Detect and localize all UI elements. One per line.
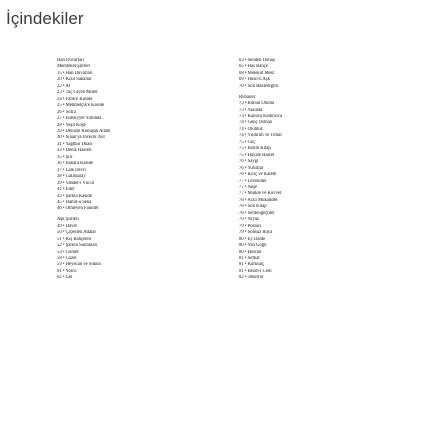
toc-column-left <box>57 58 207 282</box>
toc-entry: 58 • Gazel <box>57 255 77 261</box>
toc-entry: 81 • Korkunç <box>239 262 265 268</box>
toc-entry: 76 • Kılıç ve Kalem <box>239 172 277 178</box>
toc-entry: 65 • Has Bahçe <box>239 64 268 70</box>
toc-entry: 68 • Melekût Mest <box>239 70 274 76</box>
toc-column-right <box>239 58 389 282</box>
toc-entry: 30 • Sinan'ya İncecik Nur <box>57 135 106 141</box>
section-heading: Han Duvarları <box>57 58 84 63</box>
toc-entry: 46 • Ölmeyen Fanilier <box>57 206 99 212</box>
toc-entry: 75 • Bizim Kitap <box>239 146 271 152</box>
toc-entry: 79 • Niyaz <box>239 217 259 223</box>
toc-entry: 50 • Çiçekten Adalar <box>57 230 96 236</box>
toc-entry: 80 • Hüsran <box>239 249 262 255</box>
toc-entry: 76 • Yusuflar <box>239 165 264 171</box>
toc-entry: 78 • Serdengeçtiler <box>239 210 275 216</box>
toc-entry: 59 • Heyecan ve Sükûn <box>57 262 101 268</box>
toc-entry: 23 • Taç Giyen Millet <box>57 90 98 96</box>
toc-entry: 81 • Sefkat <box>239 255 260 261</box>
toc-entry: 51 • Kış Bahçeleri <box>57 236 92 242</box>
toc-entry: 61 • Yolcu <box>57 268 77 274</box>
toc-entry: 45 • Hamd-ü Sena <box>57 199 92 205</box>
toc-entry: 35 • Şiir <box>57 154 73 160</box>
toc-entry: 78 • Arzu Mukaddes <box>239 197 278 203</box>
toc-entry: 36 • Bahara Kaside <box>57 161 94 167</box>
toc-entry: 79 • Postacı <box>239 223 262 229</box>
toc-entry: 73 • Kanuca Kadınsıca <box>239 114 282 120</box>
toc-entry: 63 • Senden Dönüş <box>239 58 275 63</box>
toc-entry: 77 • Neşe <box>239 185 258 190</box>
section-heading: Memleket Şiirleri <box>57 64 91 70</box>
toc-entry: 73 • Ruhun Ölümü <box>239 101 275 107</box>
toc-entry: 79 • Sonsuz Rüya <box>239 230 273 236</box>
toc-entry: 41 • Eller <box>57 187 75 193</box>
toc-entry: 69 • Hüsn-ü Aşk <box>239 77 270 83</box>
toc-entry: 29 • Denizle Konuşan Adam <box>57 128 111 134</box>
toc-entry: 39 • Vahdet-i Vücut <box>57 180 95 186</box>
toc-entry: 25 • Mehmetçik'e Kaside <box>57 103 105 109</box>
section-heading: Aşk Şiirleri <box>57 217 79 223</box>
toc-entry: 74 • Ölümüz <box>239 126 263 132</box>
toc-entry: 74 • Yıldırım ve Timur <box>239 133 282 139</box>
toc-entry: 62 • Gel <box>57 275 73 281</box>
toc-entry: 73 • Yasında <box>239 107 263 113</box>
toc-entry: 75 • Göç <box>239 139 256 145</box>
toc-entry: 80 • Ey Dante <box>239 236 266 242</box>
toc-entry: 82 • Tekerrür <box>239 275 264 281</box>
toc-entry: 31 • Yağmur Duası <box>57 141 93 147</box>
toc-entry: 75 • Hayale Hasret <box>239 152 275 158</box>
toc-entry: 20 • Kızıl Sakallar <box>57 77 92 83</box>
toc-entry: 15 • Han Duvarları <box>57 70 93 76</box>
toc-entry: 37 • Lale Devri <box>57 167 86 173</box>
toc-entry: 78 • Son Kitap <box>239 204 267 210</box>
toc-entry: 74 • Genç Osman <box>239 120 273 126</box>
toc-entry: 33 • Deniz Hasreti <box>57 148 92 154</box>
toc-entry: 28 • Yeşil Köşe <box>57 122 86 128</box>
toc-entry: 43 • Şarkta Kaside <box>57 193 92 199</box>
page-title: İçindekiler <box>6 9 84 28</box>
toc-entry: 77 • Levendler <box>239 178 267 184</box>
toc-entry: 70 • Son Beklediğim <box>239 83 279 89</box>
toc-entry: 49 • Davet <box>57 223 77 229</box>
toc-entry: 27 • Ebediyyet Yolunda <box>57 116 102 122</box>
toc-entry: 80 • Van Gogh <box>239 243 267 249</box>
toc-entry: 22 • At <box>57 83 71 89</box>
toc-entry: 53 • Gurbet <box>57 249 79 255</box>
toc-entry: 26 • Sofra <box>57 109 76 115</box>
toc-entry: 52 • Şarkın Sultanları <box>57 243 98 249</box>
toc-entry: 38 • Galatsaray <box>57 174 86 180</box>
section-heading: Rubailer <box>239 94 256 100</box>
toc-entry: 81 • Bezm-i Cem <box>239 268 272 274</box>
toc-entry: 24 • Fatih'e Kaside <box>57 96 93 102</box>
toc-entry: 76 • Saygı <box>239 159 259 165</box>
toc-entry: 77 • Madde ve Kuvvet <box>239 191 282 197</box>
